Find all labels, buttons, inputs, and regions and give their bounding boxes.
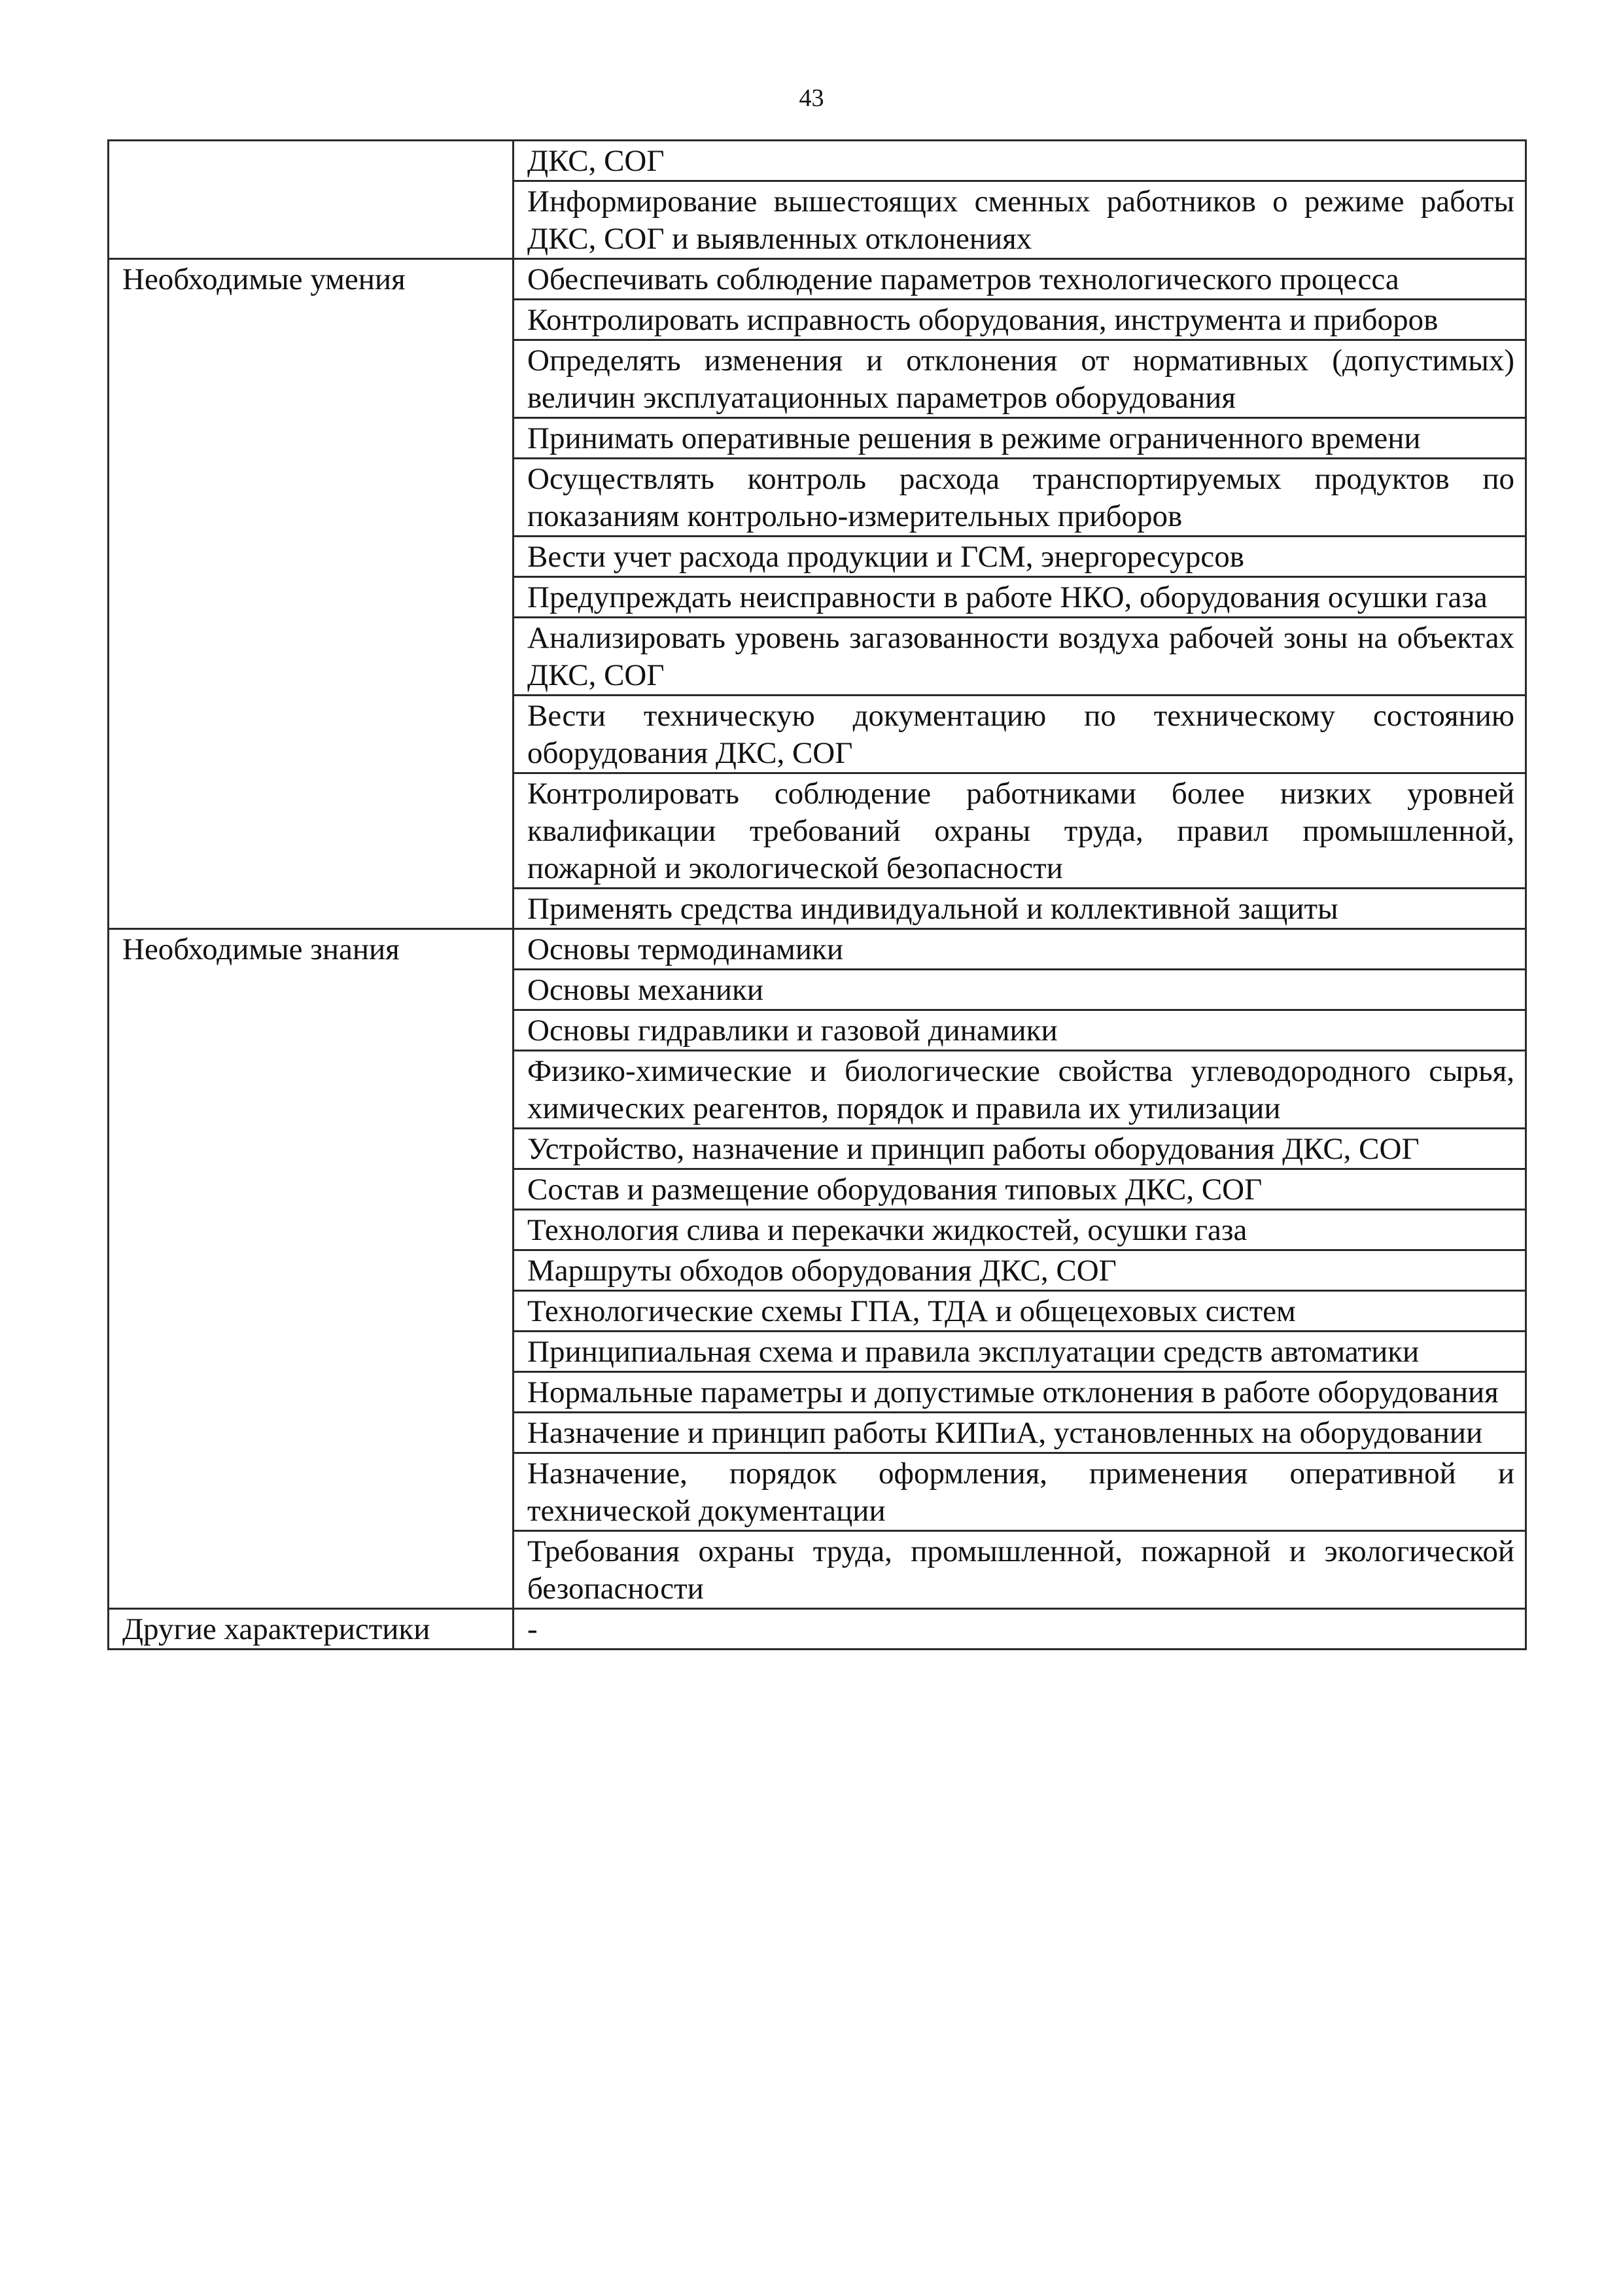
table-cell: - bbox=[514, 1609, 1526, 1650]
table-cell: Устройство, назначение и принцип работы оборудования ДКС, СОГ bbox=[514, 1129, 1526, 1169]
table-cell: Принципиальная схема и правила эксплуатации средств автоматики bbox=[514, 1332, 1526, 1372]
table-cell: Физико-химические и биологические свойства углеводородного сырья, химических реагентов, порядок и правила их утилизации bbox=[514, 1051, 1526, 1129]
table-cell: Технологические схемы ГПА, ТДА и общецеховых систем bbox=[514, 1291, 1526, 1332]
table-row bbox=[109, 259, 1526, 300]
skills-label: Необходимые умения bbox=[109, 259, 514, 929]
table-cell: Информирование вышестоящих сменных работников о режиме работы ДКС, СОГ и выявленных отклонениях bbox=[514, 181, 1526, 259]
table-cell: Основы термодинамики bbox=[514, 929, 1526, 970]
table-cell: Основы механики bbox=[514, 970, 1526, 1010]
table-cell: Определять изменения и отклонения от нормативных (допустимых) величин эксплуатационных параметров оборудования bbox=[514, 340, 1526, 418]
table-cell: Нормальные параметры и допустимые отклонения в работе оборудования bbox=[514, 1372, 1526, 1413]
table-cell: Вести техническую документацию по техническому состоянию оборудования ДКС, СОГ bbox=[514, 696, 1526, 773]
table-cell: Основы гидравлики и газовой динамики bbox=[514, 1010, 1526, 1051]
table-cell: Назначение и принцип работы КИПиА, установленных на оборудовании bbox=[514, 1413, 1526, 1453]
table-cell: Контролировать исправность оборудования, инструмента и приборов bbox=[514, 300, 1526, 340]
table-row bbox=[109, 141, 1526, 181]
other-label: Другие характеристики bbox=[109, 1609, 514, 1650]
qualification-table bbox=[107, 139, 1527, 1650]
table-cell: Анализировать уровень загазованности воздуха рабочей зоны на объектах ДКС, СОГ bbox=[514, 618, 1526, 696]
table-cell: Назначение, порядок оформления, применения оперативной и технической документации bbox=[514, 1453, 1526, 1531]
table-cell: Технология слива и перекачки жидкостей, осушки газа bbox=[514, 1210, 1526, 1250]
table-cell: Контролировать соблюдение работниками более низких уровней квалификации требований охраны труда, правил промышленной, пожарной и экологической безопасности bbox=[514, 773, 1526, 889]
knowledge-label: Необходимые знания bbox=[109, 929, 514, 1609]
table-row bbox=[109, 1609, 1526, 1650]
table-cell: Маршруты обходов оборудования ДКС, СОГ bbox=[514, 1250, 1526, 1291]
table-cell: Предупреждать неисправности в работе НКО, оборудования осушки газа bbox=[514, 577, 1526, 618]
table-cell: Требования охраны труда, промышленной, пожарной и экологической безопасности bbox=[514, 1531, 1526, 1609]
table-cell: Обеспечивать соблюдение параметров технологического процесса bbox=[514, 259, 1526, 300]
table-cell: ДКС, СОГ bbox=[514, 141, 1526, 181]
table-cell: Осуществлять контроль расхода транспортируемых продуктов по показаниям контрольно-измерительных приборов bbox=[514, 459, 1526, 537]
table-cell: Принимать оперативные решения в режиме ограниченного времени bbox=[514, 418, 1526, 459]
table-row bbox=[109, 929, 1526, 970]
continuation-label-cell bbox=[109, 141, 514, 259]
table-cell: Вести учет расхода продукции и ГСМ, энергоресурсов bbox=[514, 537, 1526, 577]
table-cell: Применять средства индивидуальной и коллективной защиты bbox=[514, 889, 1526, 929]
page-number: 43 bbox=[799, 84, 824, 112]
table-cell: Состав и размещение оборудования типовых ДКС, СОГ bbox=[514, 1169, 1526, 1210]
